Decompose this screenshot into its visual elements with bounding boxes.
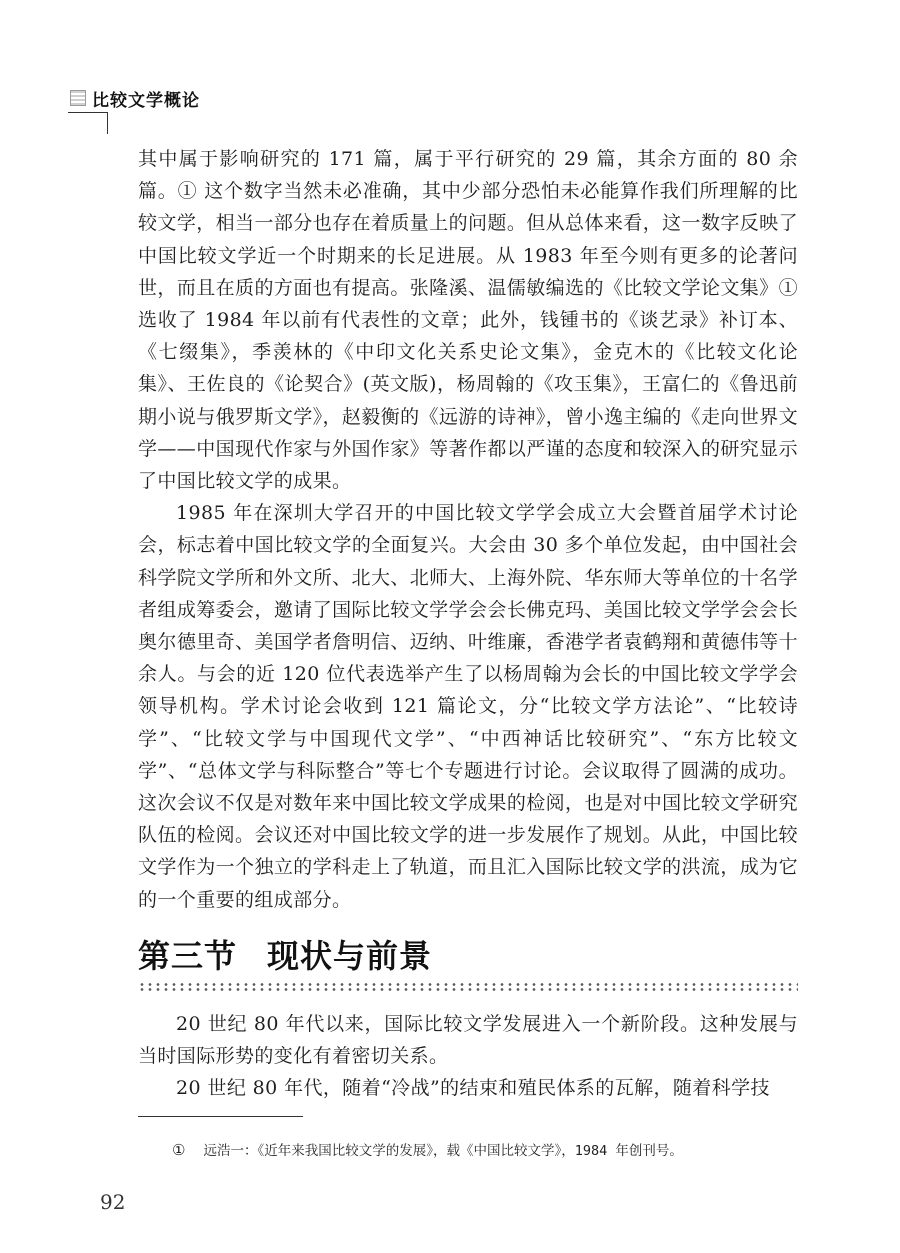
header-rule — [68, 112, 108, 113]
page-number: 92 — [100, 1190, 126, 1214]
footnote-rule — [138, 1116, 303, 1117]
header-ornament-icon — [70, 90, 86, 106]
paragraph: 20 世纪 80 年代以来，国际比较文学发展进入一个新阶段。这种发展与当时国际形势的变化有着密切关系。 — [138, 1013, 798, 1068]
book-title: 比较文学概论 — [92, 90, 200, 111]
main-text — [138, 143, 798, 916]
section-text — [138, 1008, 798, 1105]
header-corner-rule — [107, 112, 108, 134]
footnote-marker: ① — [172, 1141, 186, 1159]
footnote-text: 远浩一：《近年来我国比较文学的发展》，载《中国比较文学》，1984 年创刊号。 — [203, 1143, 683, 1159]
section-title — [138, 936, 798, 976]
running-header — [70, 86, 200, 110]
footnote — [172, 1140, 812, 1161]
section-name: 现状与前景 — [267, 937, 433, 975]
paragraph: 1985 年在深圳大学召开的中国比较文学学会成立大会暨首届学术讨论会，标志着中国比较文学的全面复兴。大会由 30 多个单位发起，由中国社会科学院文学所和外文所、北大、北师大、上海外院、华东师大等单位的十名学者组成筹委会，邀请了国际比较文学学会会长佛克玛、美国比较文学学会会长奥尔德里奇、美国学者詹明信、迈纳、叶维廉，香港学者袁鹤翔和黄德伟等十余人。与会的近 120 位代表选举产生了以杨周翰为会长的中国比较文学学会领导机构。学术讨论会收到 121 篇论文，分“比较文学方法论”、“比较诗学”、“比较文学与中国现代文学”、“中西神话比较研究”、“东方比较文学”、“总体文学与科际整合”等七个专题进行讨论。会议取得了圆满的成功。这次会议不仅是对数年来中国比较文学成果的检阅，也是对中国比较文学研究队伍的检阅。会议还对中国比较文学的进一步发展作了规划。从此，中国比较文学作为一个独立的学科走上了轨道，而且汇入国际比较文学的洪流，成为它的一个重要的组成部分。 — [138, 502, 798, 911]
paragraph-continued: 其中属于影响研究的 171 篇，属于平行研究的 29 篇，其余方面的 80 余篇。① 这个数字当然未必准确，其中少部分恐怕未必能算作我们所理解的比较文学，相当一部分也存在着质量上的问题。但从总体来看，这一数字反映了中国比较文学近一个时期来的长足进展。从 1983 年至今则有更多的论著问世，而且在质的方面也有提高。张隆溪、温儒敏编选的《比较文学论文集》①选收了 1984 年以前有代表性的文章；此外，钱锺书的《谈艺录》补订本、《七缀集》，季羡林的《中印文化关系史论文集》，金克木的《比较文化论集》、王佐良的《论契合》(英文版)，杨周翰的《攻玉集》，王富仁的《鲁迅前期小说与俄罗斯文学》，赵毅衡的《远游的诗神》，曾小逸主编的《走向世界文学——中国现代作家与外国作家》等著作都以严谨的态度和较深入的研究显示了中国比较文学的成果。 — [138, 148, 799, 493]
section-number: 第三节 — [138, 937, 238, 975]
paragraph: 20 世纪 80 年代，随着“冷战”的结束和殖民体系的瓦解，随着科学技 — [176, 1077, 770, 1100]
dotted-divider — [138, 982, 798, 992]
section-heading — [138, 936, 798, 992]
